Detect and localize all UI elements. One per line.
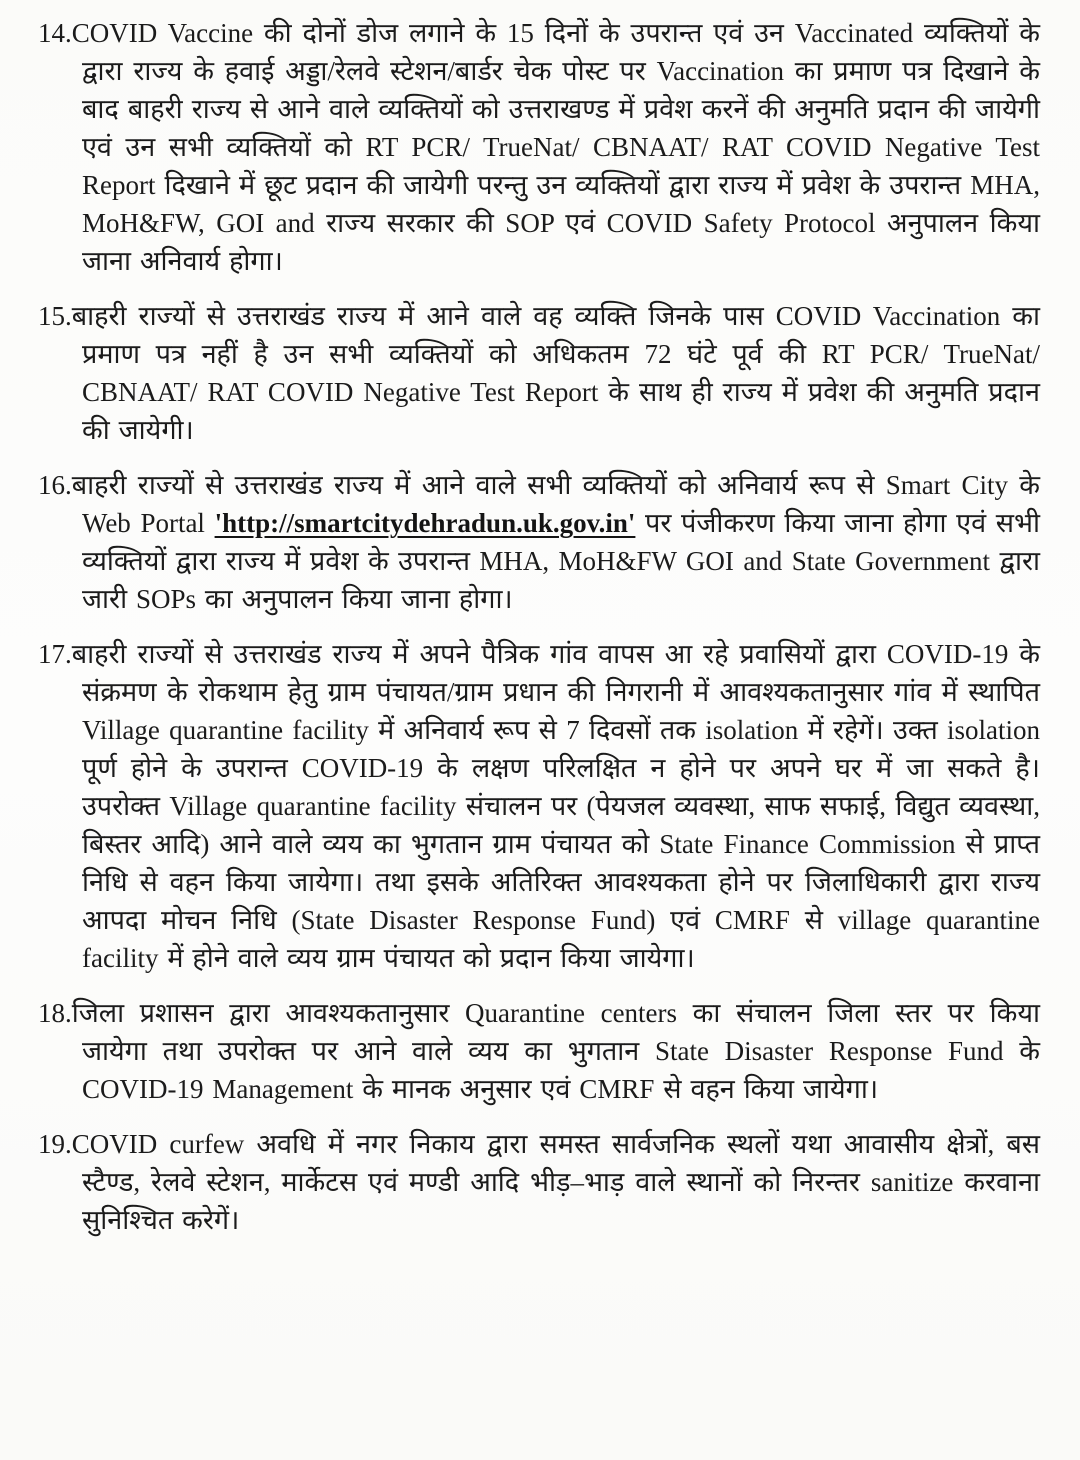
- item-text: [72, 998, 1040, 1104]
- text-segment: जिला प्रशासन द्वारा आवश्यकतानुसार Quarantine centers का संचालन जिला स्तर पर किया जायेगा तथा उपरोक्त पर आने वाले व्यय का भुगतान State Disaster Response Fund के COVID-19 Management के मानक अनुसार एवं CMRF से वहन किया जायेगा।: [71, 998, 1040, 1104]
- item-number: 14.: [38, 18, 72, 48]
- text-segment: बाहरी राज्यों से उत्तराखंड राज्य में आने वाले सभी व्यक्तियों को अनिवार्य रूप से Smart City के Web Portal: [71, 470, 1040, 538]
- text-segment: COVID curfew अवधि में नगर निकाय द्वारा समस्त सार्वजनिक स्थलों यथा आवासीय क्षेत्रों, बस स्टैण्ड, रेलवे स्टेशन, मार्केटस एवं मण्डी आदि भीड़–भाड़ वाले स्थानों को निरन्तर sanitize करवाना सुनिश्चित करेगें।: [71, 1129, 1040, 1235]
- text-segment: बाहरी राज्यों से उत्तराखंड राज्य में आने वाले वह व्यक्ति जिनके पास COVID Vaccination का प्रमाण पत्र नहीं है उन सभी व्यक्तियों को अधिकतम 72 घंटे पूर्व की RT PCR/ TrueNat/ CBNAAT/ RAT COVID Negative Test Report के साथ ही राज्य में प्रवेश की अनुमति प्रदान की जायेगी।: [71, 301, 1040, 445]
- text-segment: COVID Vaccine की दोनों डोज लगाने के 15 दिनों के उपरान्त एवं उन Vaccinated व्यक्तियों के द्वारा राज्य के हवाई अड्डा/रेलवे स्टेशन/बार्डर चेक पोस्ट पर Vaccination का प्रमाण पत्र दिखाने के बाद बाहरी राज्य से आने वाले व्यक्तियों को उत्तराखण्ड में प्रवेश करनें की अनुमति प्रदान की जायेगी एवं उन सभी व्यक्तियों को RT PCR/ TrueNat/ CBNAAT/ RAT COVID Negative Test Report दिखाने में छूट प्रदान की जायेगी परन्तु उन व्यक्तियों द्वारा राज्य में प्रवेश के उपरान्त MHA, MoH&FW, GOI and राज्य सरकार की SOP एवं COVID Safety Protocol अनुपालन किया जाना अनिवार्य होगा।: [71, 18, 1040, 276]
- list-item: [38, 994, 1040, 1108]
- item-number: 15.: [38, 301, 72, 331]
- list-item: [38, 14, 1040, 280]
- text-segment: बाहरी राज्यों से उत्तराखंड राज्य में अपने पैत्रिक गांव वापस आ रहे प्रवासियों द्वारा COVID-19 के संक्रमण के रोकथाम हेतु ग्राम पंचायत/ग्राम प्रधान की निगरानी में आवश्यकतानुसार गांव में स्थापित Village quarantine facility में अनिवार्य रूप से 7 दिवसों तक isolation में रहेगें। उक्त isolation पूर्ण होने के उपरान्त COVID-19 के लक्षण परिलक्षित न होने पर अपने घर में जा सकते है। उपरोक्त Village quarantine facility संचालन पर (पेयजल व्यवस्था, साफ सफाई, विद्युत व्यवस्था, बिस्तर आदि) आने वाले व्यय का भुगतान ग्राम पंचायत को State Finance Commission से प्राप्त निधि से वहन किया जायेगा। तथा इसके अतिरिक्त आवश्यकता होने पर जिलाधिकारी द्वारा राज्य आपदा मोचन निधि (State Disaster Response Fund) एवं CMRF से village quarantine facility में होने वाले व्यय ग्राम पंचायत को प्रदान किया जायेगा।: [71, 639, 1040, 973]
- list-item: [38, 635, 1040, 977]
- item-text: [72, 639, 1040, 973]
- item-number: 16.: [38, 470, 72, 500]
- list-item: [38, 297, 1040, 449]
- item-text: [72, 301, 1040, 445]
- list-item: [38, 466, 1040, 618]
- item-text: [72, 1129, 1040, 1235]
- item-text: [72, 470, 1040, 614]
- portal-url-link[interactable]: 'http://smartcitydehradun.uk.gov.in': [214, 508, 636, 538]
- item-number: 17.: [38, 639, 72, 669]
- item-number: 18.: [38, 998, 72, 1028]
- item-number: 19.: [38, 1129, 72, 1159]
- text-segment: पर पंजीकरण किया जाना होगा एवं सभी व्यक्तियों द्वारा राज्य में प्रवेश के उपरान्त MHA, MoH&FW GOI and State Government द्वारा जारी SOPs का अनुपालन किया जाना होगा।: [82, 508, 1040, 614]
- item-text: [72, 18, 1040, 276]
- ordered-list: [38, 14, 1040, 1239]
- list-item: [38, 1125, 1040, 1239]
